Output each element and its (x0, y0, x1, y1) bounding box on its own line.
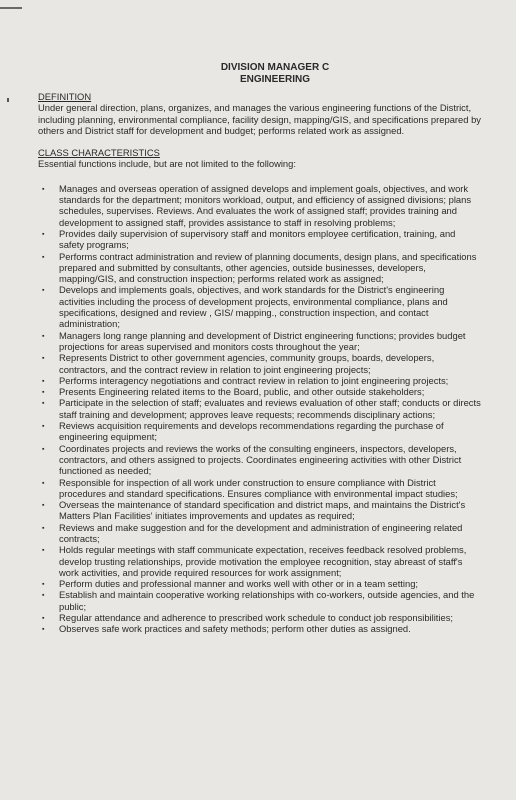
bullet-icon: ▪ (42, 592, 45, 600)
bullet-icon: ▪ (42, 479, 45, 487)
duty-text: Provides daily supervision of supervisory staff and monitors employee certification, training, and safety programs; (59, 227, 456, 251)
duty-item (42, 250, 482, 285)
duty-text: Responsible for inspection of all work under construction to ensure compliance with District procedures and standard specifications. Ensures compliance with environmental impact studies; (59, 476, 458, 499)
duty-text: Presents Engineering related items to the Board, public, and other outside stakeholders; (59, 386, 425, 398)
duty-item (42, 589, 482, 612)
bullet-icon: ▪ (42, 389, 45, 397)
duty-text: Develops and implements goals, objectives, and work standards for the District's engineering activities including the process of development projects, environmental compliance, plans and specifications, designed and review , GIS/ mapping., construction inspection, and contact administration; (59, 284, 448, 330)
duty-item (42, 227, 482, 251)
duty-text: Managers long range planning and development of District engineering functions; provides budget projections for areas supervised and monitors costs throughout the year; (59, 329, 466, 352)
definition-text: Under general direction, plans, organizes, and manages the various engineering functions of the District, including planning, environmental compliance, facility design, mapping/GIS, and specifications prepared by others and District staff for development and budget; performs related work as assigned. (38, 102, 481, 136)
definition-heading: DEFINITION (38, 91, 92, 102)
duty-item (42, 284, 482, 330)
duty-text: Manages and overseas operation of assigned develops and implement goals, objectives, and work standards for the department; monitors workload, output, and efficiency of assigned divisions; plans schedules, supervises. Reviews. And evaluates the work of assigned staff; provides training and development to assigned staff, provides assistance to staff in resolving problems; (59, 182, 472, 228)
duty-text: Regular attendance and adherence to prescribed work schedule to conduct job responsibilities; (59, 612, 453, 624)
duty-item (42, 397, 482, 420)
duty-text: Represents District to other government agencies, community groups, boards, developers, contractors, and the contract review in relation to joint engineering projects; (59, 352, 435, 375)
class-characteristics-intro: Essential functions include, but are not limited to the following: (38, 158, 296, 170)
scan-edge-mark (0, 7, 22, 9)
duty-item (42, 544, 482, 578)
duty-text: Performs contract administration and review of planning documents, design plans, and specifications prepared and submitted by consultants, other agencies, outside businesses, developers, mapping/GIS, and construction inspection; performs related work as assigned; (59, 250, 477, 285)
bullet-icon: ▪ (42, 287, 45, 295)
duty-item (42, 182, 482, 228)
duty-text: Coordinates projects and reviews the works of the consulting engineers, inspectors, developers, contractors, and others assigned to projects. Coordinates engineering activities with other District functioned as needed; (59, 442, 462, 477)
duties-list (38, 183, 482, 635)
duty-item (42, 578, 482, 590)
bullet-icon: ▪ (42, 253, 45, 261)
bullet-icon: ▪ (42, 502, 45, 510)
margin-mark (7, 98, 9, 102)
title-line-2: ENGINEERING (239, 73, 310, 85)
duty-item (42, 329, 482, 353)
bullet-icon: ▪ (42, 581, 45, 589)
bullet-icon: ▪ (42, 423, 45, 431)
bullet-icon: ▪ (42, 185, 45, 193)
title-line-1: DIVISION MANAGER C (220, 62, 330, 73)
bullet-icon: ▪ (42, 445, 45, 453)
duty-item (42, 521, 482, 545)
bullet-icon: ▪ (42, 547, 45, 555)
class-characteristics-heading: CLASS CHARACTERISTICS (38, 147, 160, 159)
duty-text: Perform duties and professional manner and works well with other or in a team setting; (59, 578, 419, 590)
duty-item (42, 499, 482, 522)
duty-text: Reviews and make suggestion and for the development and administration of engineering related contracts; (59, 521, 463, 544)
duty-item (42, 476, 482, 500)
duty-text: Holds regular meetings with staff communicate expectation, receives feedback resolved problems, develop trusting relationships, provide motivation the employee recognition, stay abreast of staff's work activities, and provide required resources for work assignment; (59, 544, 467, 578)
bullet-icon: ▪ (42, 377, 45, 385)
duty-text: Reviews acquisition requirements and develops recommendations regarding the purchase of engineering equipment; (59, 420, 444, 443)
bullet-icon: ▪ (42, 355, 45, 363)
duty-text: Participate in the selection of staff; evaluates and reviews evaluation of other staff; conducts or directs staff training and development; approves leave requests; recommends disciplinary actions; (59, 397, 481, 420)
duty-item (42, 420, 482, 443)
duty-item (42, 352, 482, 375)
duty-text: Performs interagency negotiations and contract review in relation to joint engineering projects; (59, 374, 449, 386)
duty-item (42, 386, 482, 398)
duty-text: Observes safe work practices and safety methods; perform other duties as assigned. (59, 623, 411, 635)
duty-item (42, 442, 482, 477)
document-title (68, 62, 482, 85)
bullet-icon: ▪ (42, 626, 45, 634)
document-page (38, 62, 482, 635)
bullet-icon: ▪ (42, 400, 45, 408)
duty-item (42, 623, 482, 635)
duty-item (42, 612, 482, 624)
duty-text: Establish and maintain cooperative working relationships with co-workers, outside agencies, and the public; (59, 589, 475, 612)
duty-text: Overseas the maintenance of standard specification and district maps, and maintains the District's Matters Plan Facilities' initiates improvements and updates as required; (59, 499, 466, 522)
bullet-icon: ▪ (42, 332, 45, 340)
bullet-icon: ▪ (42, 524, 45, 532)
bullet-icon: ▪ (42, 230, 45, 238)
bullet-icon: ▪ (42, 615, 45, 623)
duty-item (42, 374, 482, 386)
